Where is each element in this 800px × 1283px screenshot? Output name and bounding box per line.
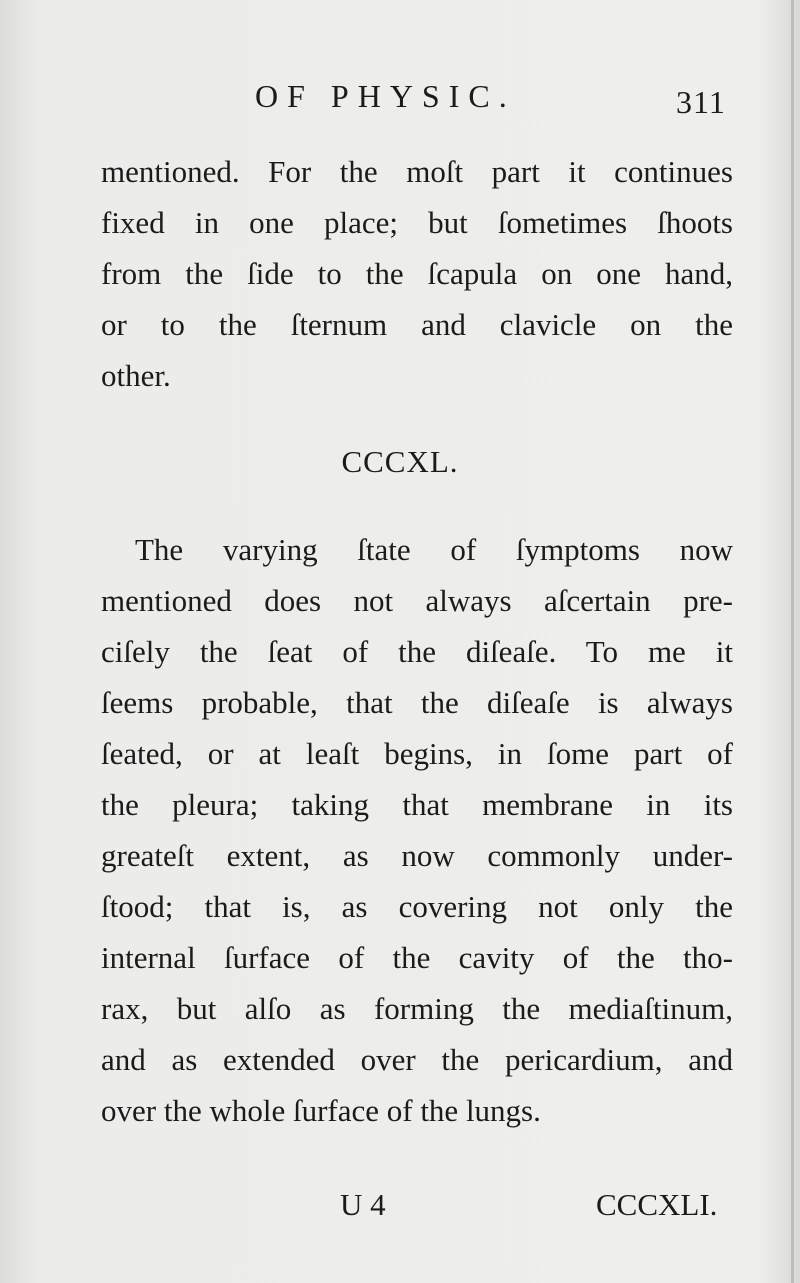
paragraph-section-cccxl xyxy=(101,524,733,1136)
text-line: from the ſide to the ſcapula on one hand, xyxy=(101,256,733,291)
text-line: internal ſurface of the cavity of the tho- xyxy=(101,940,733,975)
text-line: and as extended over the pericardium, and xyxy=(101,1042,733,1077)
catchword: CCCXLI. xyxy=(596,1187,718,1222)
signature-mark: U 4 xyxy=(340,1187,386,1222)
text-line: ſeated, or at leaſt begins, in ſome part of xyxy=(101,736,733,771)
section-number: CCCXL. xyxy=(341,444,459,479)
text-line: mentioned does not always aſcertain pre- xyxy=(101,583,733,618)
text-line: mentioned. For the moſt part it continues xyxy=(101,154,733,189)
page-edge-shadow xyxy=(791,0,794,1283)
text-line: other. xyxy=(101,358,171,393)
page-number: 311 xyxy=(676,84,726,120)
text-line: fixed in one place; but ſometimes ſhoots xyxy=(101,205,733,240)
paragraph-continued xyxy=(101,146,733,401)
text-line: ciſely the ſeat of the diſeaſe. To me it xyxy=(101,634,733,669)
text-line: The varying ſtate of ſymptoms now xyxy=(135,532,733,567)
text-line: over the whole ſurface of the lungs. xyxy=(101,1093,541,1128)
text-line: ſtood; that is, as covering not only the xyxy=(101,889,733,924)
text-line: ſeems probable, that the diſeaſe is always xyxy=(101,685,733,720)
text-line: or to the ſternum and clavicle on the xyxy=(101,307,733,342)
text-line: rax, but alſo as forming the mediaſtinum, xyxy=(101,991,733,1026)
text-line: greateſt extent, as now commonly under- xyxy=(101,838,733,873)
text-line: the pleura; taking that membrane in its xyxy=(101,787,733,822)
running-head: OF PHYSIC. xyxy=(255,78,516,114)
